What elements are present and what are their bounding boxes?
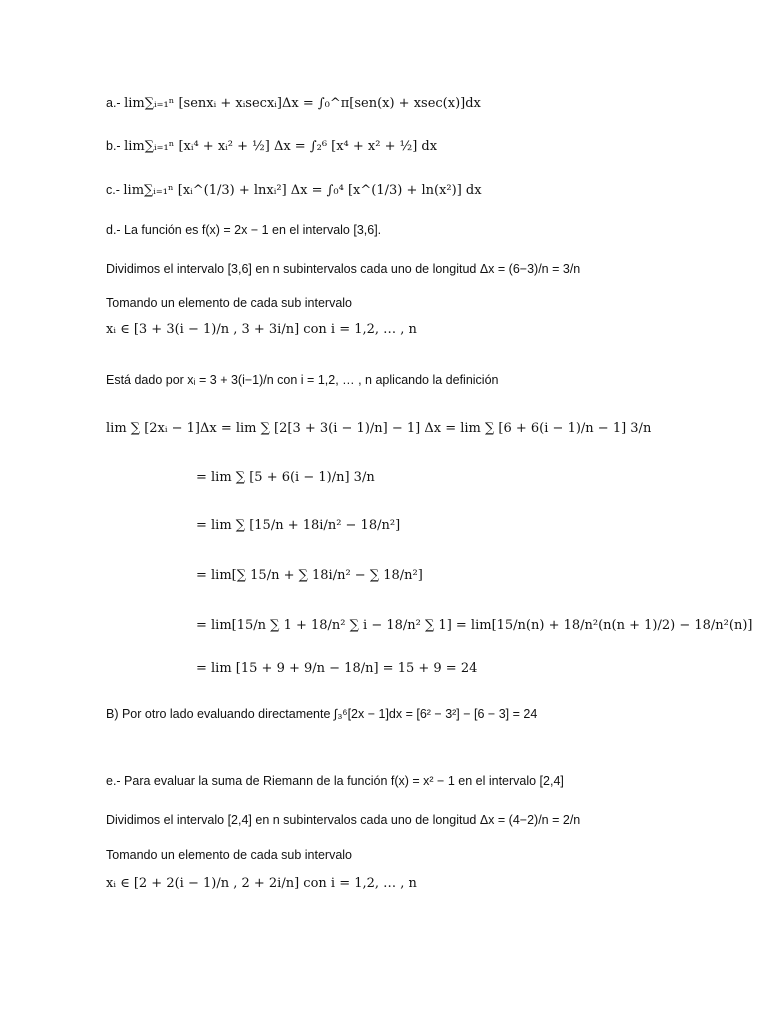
item-b-label: b.- (106, 139, 121, 153)
item-d-divide: Dividimos el intervalo [3,6] en n subintervalos cada uno de longitud Δx = (6−3)/n = 3/n (106, 262, 581, 276)
item-d-intro: d.- La función es f(x) = 2x − 1 en el intervalo [3,6]. (106, 223, 382, 237)
item-a-label: a.- (106, 96, 121, 110)
item-d-xi: xᵢ ∈ [3 + 3(i − 1)/n , 3 + 3i/n] con i = 1,2, … , n (106, 322, 417, 337)
derivation-step-2: = lim ∑ [5 + 6(i − 1)/n] 3/n (196, 470, 375, 485)
item-e-tomando: Tomando un elemento de cada sub intervalo (106, 848, 352, 862)
item-e-xi: xᵢ ∈ [2 + 2(i − 1)/n , 2 + 2i/n] con i = 1,2, … , n (106, 876, 417, 891)
item-e-divide: Dividimos el intervalo [2,4] en n subintervalos cada uno de longitud Δx = (4−2)/n = 2/n (106, 813, 581, 827)
item-a-expression: lim∑ᵢ₌₁ⁿ [senxᵢ + xᵢsecxᵢ]Δx = ∫₀^π[sen(x) + xsec(x)]dx (124, 96, 481, 111)
item-e-intro: e.- Para evaluar la suma de Riemann de la función f(x) = x² − 1 en el intervalo [2,4] (106, 774, 564, 788)
item-c (106, 181, 482, 200)
item-b (106, 137, 437, 156)
item-c-label: c.- (106, 183, 120, 197)
item-d-dado: Está dado por xᵢ = 3 + 3(i−1)/n con i = 1,2, … , n aplicando la definición (106, 373, 499, 387)
item-b-expression: lim∑ᵢ₌₁ⁿ [xᵢ⁴ + xᵢ² + ½] Δx = ∫₂⁶ [x⁴ + x² + ½] dx (124, 139, 438, 154)
derivation-step-4: = lim[∑ 15/n + ∑ 18i/n² − ∑ 18/n²] (196, 568, 423, 583)
derivation-step-3: = lim ∑ [15/n + 18i/n² − 18/n²] (196, 518, 401, 533)
item-c-expression: lim∑ᵢ₌₁ⁿ [xᵢ^(1/3) + lnxᵢ²] Δx = ∫₀⁴ [x^(1/3) + ln(x²)] dx (123, 183, 482, 198)
item-d-tomando: Tomando un elemento de cada sub intervalo (106, 296, 352, 310)
derivation-step-5: = lim[15/n ∑ 1 + 18/n² ∑ i − 18/n² ∑ 1] = lim[15/n(n) + 18/n²(n(n + 1)/2) − 18/n²(n)] (196, 618, 753, 633)
derivation-step-6: = lim [15 + 9 + 9/n − 18/n] = 15 + 9 = 24 (196, 661, 478, 676)
derivation-step-1: lim ∑ [2xᵢ − 1]Δx = lim ∑ [2[3 + 3(i − 1)/n] − 1] Δx = lim ∑ [6 + 6(i − 1)/n − 1] 3/n (106, 421, 652, 436)
item-d-direct-evaluation: B) Por otro lado evaluando directamente ∫₃⁶[2x − 1]dx = [6² − 3²] − [6 − 3] = 24 (106, 707, 538, 721)
item-a (106, 94, 481, 113)
